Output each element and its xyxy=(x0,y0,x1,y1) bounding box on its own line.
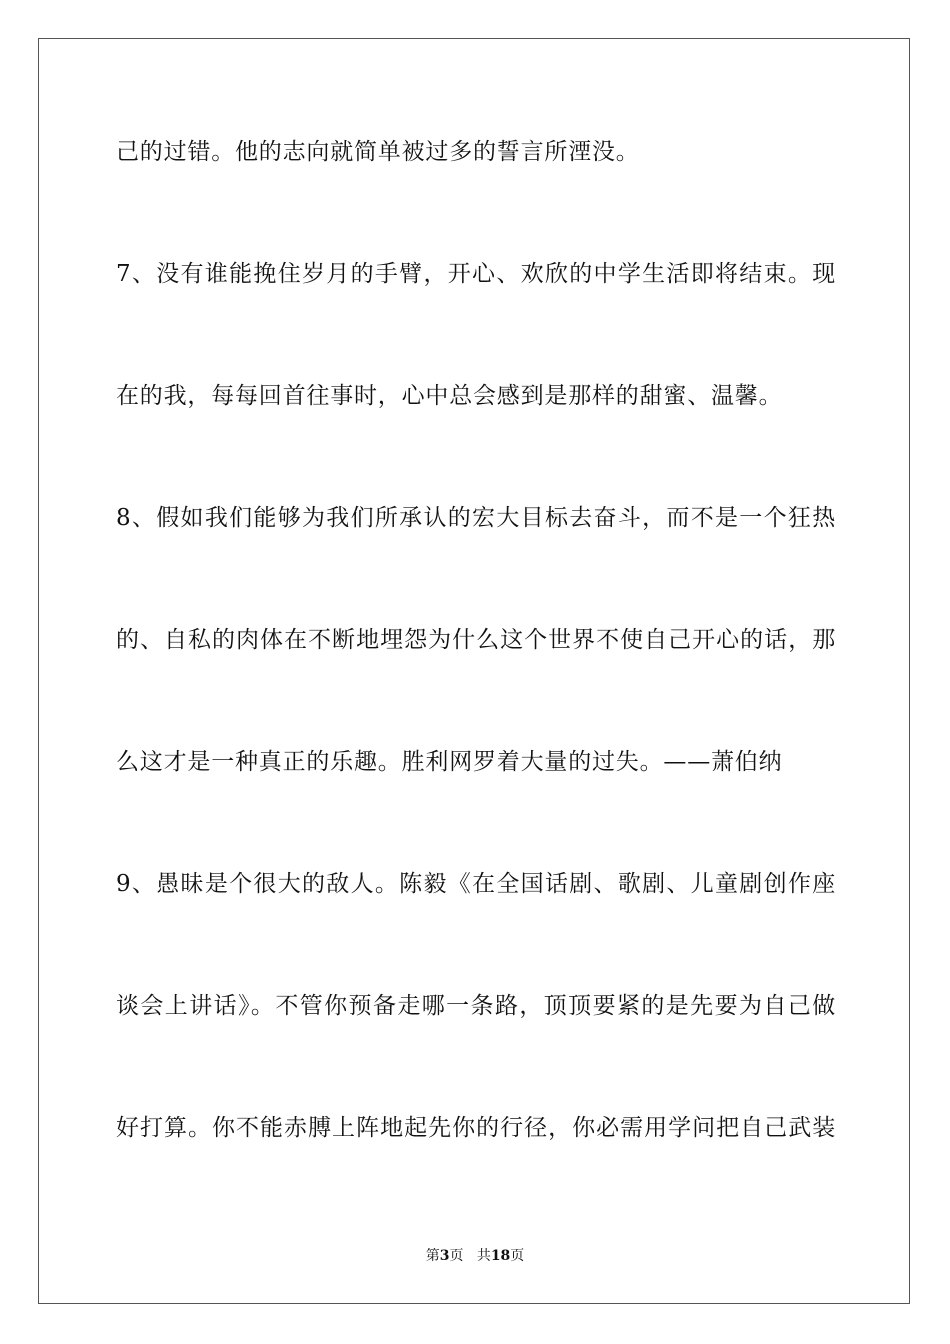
page-footer xyxy=(0,1247,950,1265)
text-line: 在的我，每每回首往事时，心中总会感到是那样的甜蜜、温馨。 xyxy=(116,383,783,409)
total-label-prefix: 共 xyxy=(476,1248,491,1264)
text-line: 谈会上讲话》。不管你预备走哪一条路，顶顶要紧的是先要为自己做 xyxy=(116,993,836,1019)
total-pages-number: 18 xyxy=(490,1248,511,1264)
page-label-suffix: 页 xyxy=(449,1248,464,1264)
text-line: 的、自私的肉体在不断地埋怨为什么这个世界不使自己开心的话，那 xyxy=(116,627,836,653)
page-label-prefix: 第 xyxy=(425,1248,440,1264)
current-page-number: 3 xyxy=(439,1248,450,1264)
text-line: 7、没有谁能挽住岁月的手臂，开心、欢欣的中学生活即将结束。现 xyxy=(116,261,836,287)
total-label-suffix: 页 xyxy=(510,1248,525,1264)
text-line: 么这才是一种真正的乐趣。胜利网罗着大量的过失。——萧伯纳 xyxy=(116,749,783,775)
text-line: 好打算。你不能赤膊上阵地起先你的行径，你必需用学问把自己武装 xyxy=(116,1115,836,1141)
text-line: 8、假如我们能够为我们所承认的宏大目标去奋斗，而不是一个狂热 xyxy=(116,505,836,531)
text-line: 9、愚昧是个很大的敌人。陈毅《在全国话剧、歌剧、儿童剧创作座 xyxy=(116,871,836,897)
text-line: 己的过错。他的志向就简单被过多的誓言所湮没。 xyxy=(116,139,640,165)
